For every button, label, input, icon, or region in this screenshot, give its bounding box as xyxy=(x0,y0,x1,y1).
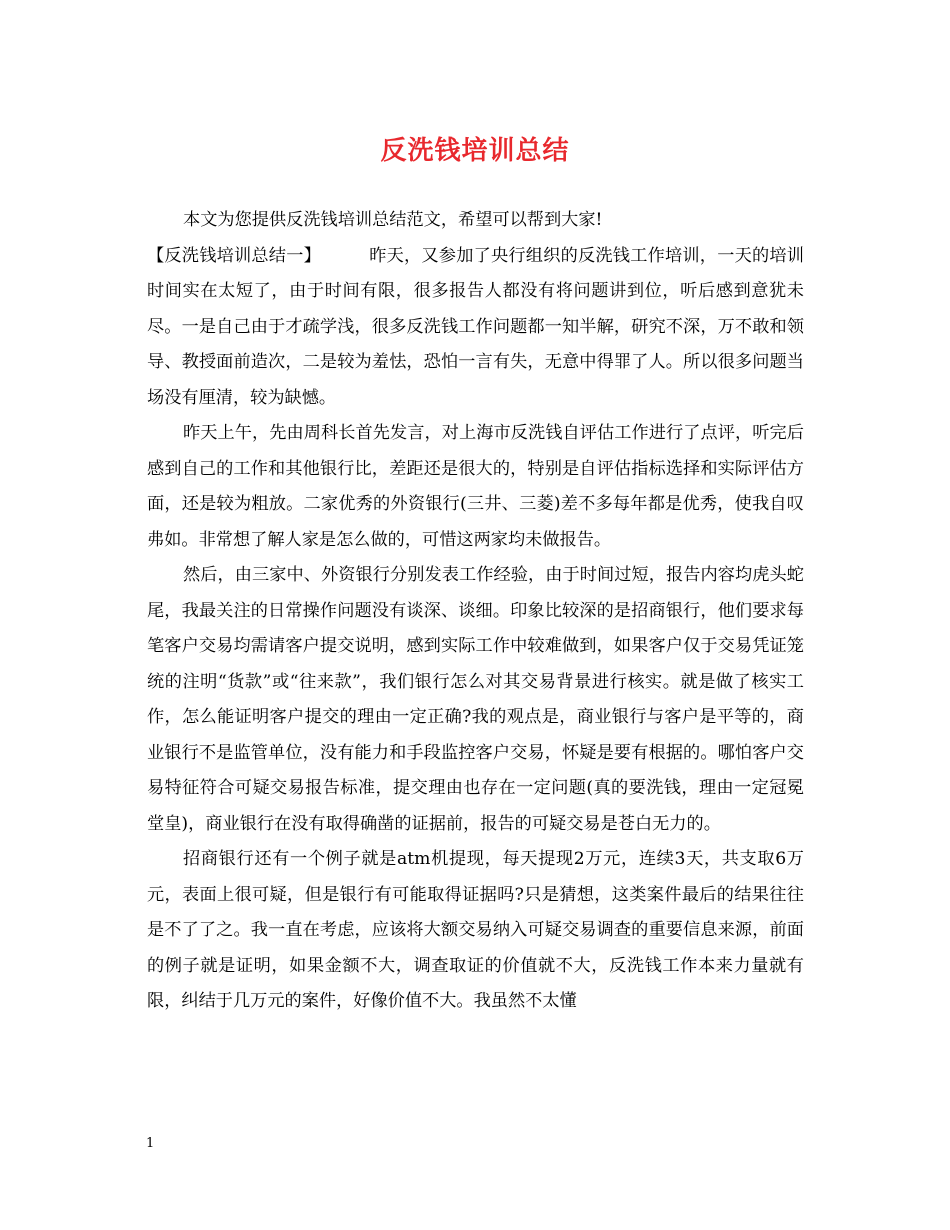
paragraph-4: 招商银行还有一个例子就是atm机提现，每天提现2万元，连续3天，共支取6万元，表面上很可疑，但是银行有可能取得证据吗?只是猜想，这类案件最后的结果往往是不了了之。我一直在考虑，应该将大额交易纳入可疑交易调查的重要信息来源，前面的例子就是证明，如果金额不大，调查取证的价值就不大，反洗钱工作本来力量就有限，纠结于几万元的案件，好像价值不大。我虽然不太懂 xyxy=(147,849,804,1011)
page-number: 1 xyxy=(146,1136,155,1151)
section-heading: 【反洗钱培训总结一】 xyxy=(147,245,321,266)
intro-paragraph: 本文为您提供反洗钱培训总结范文，希望可以帮到大家! xyxy=(183,210,603,230)
document-body xyxy=(147,203,804,1020)
paragraph-3: 然后，由三家中、外资银行分别发表工作经验，由于时间过短，报告内容均虎头蛇尾，我最关注的日常操作问题没有谈深、谈细。印象比较深的是招商银行，他们要求每笔客户交易均需请客户提交说明，感到实际工作中较难做到，如果客户仅于交易凭证笼统的注明“货款”或“往来款”，我们银行怎么对其交易背景进行核实。就是做了核实工作，怎么能证明客户提交的理由一定正确?我的观点是，商业银行与客户是平等的，商业银行不是监管单位，没有能力和手段监控客户交易，怀疑是要有根据的。哪怕客户交易特征符合可疑交易报告标准，提交理由也存在一定问题(真的要洗钱，理由一定冠冕堂皇)，商业银行在没有取得确凿的证据前，报告的可疑交易是苍白无力的。 xyxy=(147,565,804,834)
paragraph-1-text: 昨天，又参加了央行组织的反洗钱工作培训，一天的培训时间实在太短了，由于时间有限，很多报告人都没有将问题讲到位，听后感到意犹未尽。一是自己由于才疏学浅，很多反洗钱工作问题都一知半解，研究不深，万不敢和领导、教授面前造次，二是较为羞怯，恐怕一言有失，无意中得罪了人。所以很多问题当场没有厘清，较为缺憾。 xyxy=(147,245,804,408)
document-title: 反洗钱培训总结 xyxy=(380,136,570,166)
paragraph-2: 昨天上午，先由周科长首先发言，对上海市反洗钱自评估工作进行了点评，听完后感到自己的工作和其他银行比，差距还是很大的，特别是自评估指标选择和实际评估方面，还是较为粗放。二家优秀的外资银行(三井、三菱)差不多每年都是优秀，使我自叹弗如。非常想了解人家是怎么做的，可惜这两家均未做报告。 xyxy=(147,423,804,550)
paragraph-1 xyxy=(147,239,804,417)
